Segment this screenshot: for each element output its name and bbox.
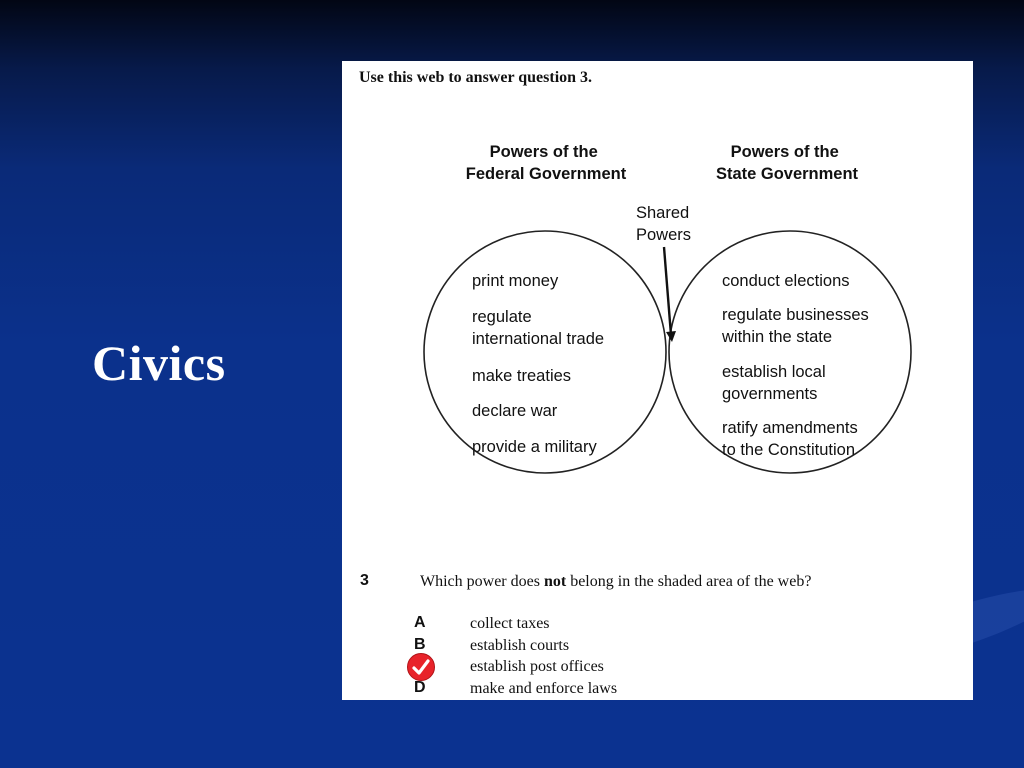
federal-power-line: provide a military	[472, 438, 597, 456]
federal-circle	[424, 231, 666, 473]
federal-power-line: regulate	[472, 308, 532, 326]
state-heading	[716, 143, 859, 183]
answer-option-c[interactable]	[414, 657, 814, 679]
question-emphasis: not	[543, 573, 567, 590]
answer-option-b[interactable]	[414, 636, 814, 658]
federal-heading-line: Federal Government	[465, 165, 627, 183]
option-text: collect taxes	[470, 615, 550, 632]
option-letter: D	[414, 678, 426, 696]
federal-heading	[466, 143, 627, 183]
state-power-line: ratify amendments	[722, 419, 858, 437]
answer-option-a[interactable]	[414, 614, 814, 636]
question-text-start: Which power does	[420, 573, 544, 590]
arrow-line	[664, 247, 671, 335]
option-text: establish post offices	[470, 658, 604, 675]
question-number: 3	[360, 572, 369, 589]
federal-power-line: print money	[472, 272, 559, 290]
state-power-line: within the state	[722, 328, 833, 346]
state-heading-line: State Government	[715, 165, 859, 183]
federal-power-line: international trade	[472, 330, 605, 348]
federal-power-item	[472, 272, 559, 290]
state-power-line: to the Constitution	[722, 441, 855, 459]
federal-power-item	[472, 367, 571, 385]
option-text: make and enforce laws	[470, 679, 618, 697]
question-text	[420, 573, 811, 591]
answer-option-d[interactable]	[414, 679, 814, 701]
state-power-line: regulate businesses	[722, 306, 869, 324]
correct-answer-check-icon	[407, 653, 435, 681]
state-power-line: establish local	[722, 363, 826, 381]
state-power-line: conduct elections	[722, 272, 850, 290]
state-power-item	[722, 419, 862, 459]
question-document	[342, 61, 973, 700]
federal-power-item	[472, 438, 597, 456]
answer-options	[414, 614, 814, 700]
federal-power-line: make treaties	[472, 367, 572, 385]
question-text-end: belong in the shaded area of the web?	[566, 573, 812, 590]
federal-power-line: declare war	[472, 402, 558, 420]
shared-label-line: Powers	[636, 226, 692, 244]
state-power-item	[721, 306, 873, 346]
venn-diagram	[422, 139, 922, 519]
federal-heading-line: Powers of the	[489, 143, 598, 161]
federal-power-item	[472, 402, 558, 420]
option-text: establish courts	[470, 636, 570, 654]
state-power-item	[722, 363, 830, 403]
option-letter: A	[414, 614, 426, 631]
slide-title: Civics	[92, 335, 226, 391]
state-heading-line: Powers of the	[730, 143, 839, 161]
instruction-text: Use this web to answer question 3.	[359, 69, 593, 86]
shared-powers-label	[636, 204, 694, 244]
state-power-line: governments	[722, 385, 818, 403]
federal-power-item	[472, 308, 604, 348]
state-power-item	[722, 272, 850, 290]
option-letter: B	[414, 635, 426, 653]
arrow-head-icon	[666, 331, 676, 342]
shared-label-line: Shared	[636, 204, 690, 222]
